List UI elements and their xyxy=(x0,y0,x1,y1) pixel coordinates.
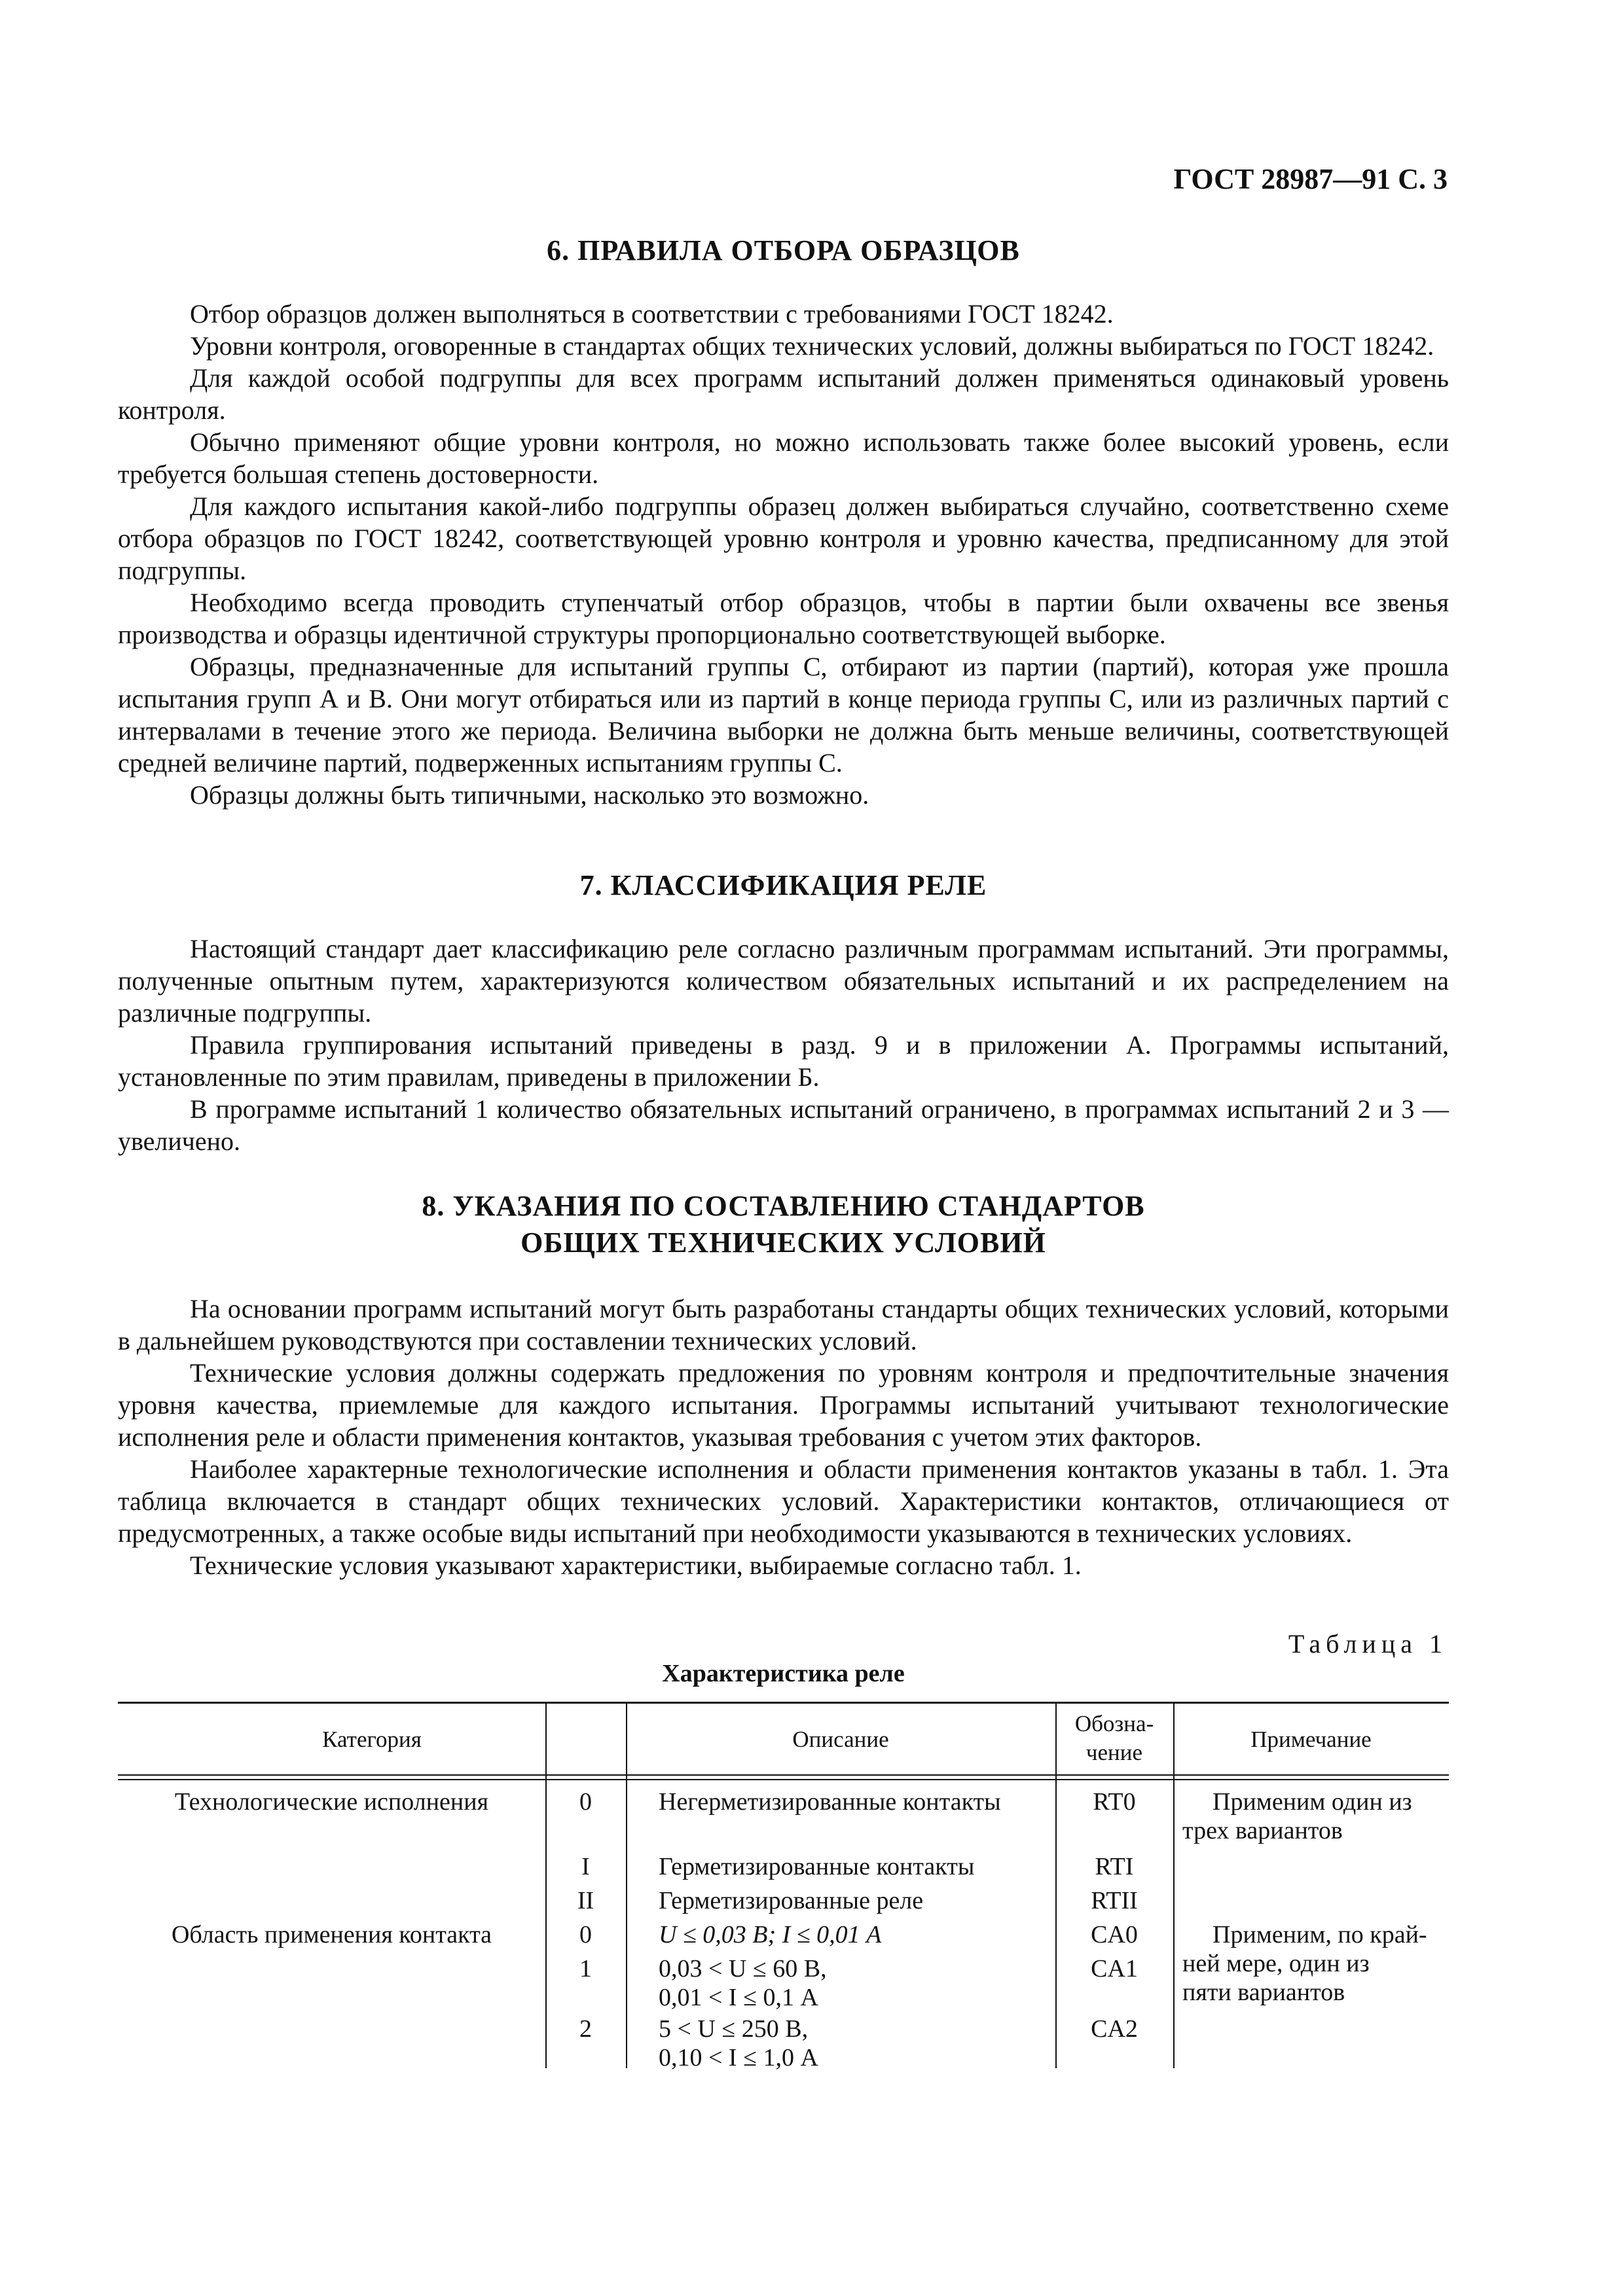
table-cell-category: Область применения контакта xyxy=(171,1921,492,1948)
section-6-title: 6. ПРАВИЛА ОТБОРА ОБРАЗЦОВ xyxy=(547,234,1020,266)
table-cell-code: II xyxy=(577,1887,594,1914)
table-cell-designation: CA2 xyxy=(1091,2015,1138,2043)
table-cell-designation: RTII xyxy=(1091,1887,1138,1914)
table-caption: Таблица 1 xyxy=(1288,1629,1448,1659)
note-line: трех вариантов xyxy=(1182,1817,1343,1844)
description-line: 0,03 < U ≤ 60 В, xyxy=(659,1955,827,1982)
note-line: ней мере, один из xyxy=(1182,1950,1370,1977)
section-8-body xyxy=(118,1293,1449,1581)
description-line: 0,01 < I ≤ 0,1 А xyxy=(659,1984,818,2011)
relay-characteristics-table xyxy=(118,1702,1449,2072)
description-line: 5 < U ≤ 250 В, xyxy=(659,2015,809,2043)
section-7-title: 7. КЛАССИФИКАЦИЯ РЕЛЕ xyxy=(579,869,987,901)
table-cell-code: I xyxy=(581,1853,590,1880)
table-top-rule xyxy=(118,1702,1449,1704)
table-cell-description: Герметизированные реле xyxy=(659,1887,924,1914)
paragraph: Необходимо всегда проводить ступенчатый отбор образцов, чтобы в партии были охвачены все звенья производства и образцы идентичной структуры пропорционально соответствующей выборке. xyxy=(118,588,1449,649)
paragraph: Уровни контроля, оговоренные в стандартах общих технических условий, должны выбираться по ГОСТ 18242. xyxy=(190,331,1434,361)
table-cell-description: Негерметизированные контакты xyxy=(659,1788,1001,1816)
table-cell-designation: CA0 xyxy=(1091,1921,1138,1948)
paragraph: В программе испытаний 1 количество обязательных испытаний ограничено, в программах испытаний 2 и 3 — увеличено. xyxy=(118,1094,1449,1156)
table-cell-code: 0 xyxy=(579,1921,592,1948)
paragraph: Образцы должны быть типичными, насколько это возможно. xyxy=(190,780,869,810)
table-header-rule xyxy=(118,1774,1449,1776)
column-header-description: Описание xyxy=(792,1727,889,1752)
table-cell-description: U ≤ 0,03 В; I ≤ 0,01 А xyxy=(659,1921,882,1948)
paragraph: Наиболее характерные технологические исполнения и области применения контактов указаны в табл. 1. Эта таблица включается в стандарт общих технических условий. Характеристики контактов, отличающиеся от предусмотренных, а также особые виды испытаний при необходимости указываются в технических условиях. xyxy=(118,1454,1449,1548)
column-divider xyxy=(545,1702,547,2068)
section-7-body xyxy=(118,933,1449,1157)
paragraph: Настоящий стандарт дает классификацию реле согласно различным программам испытаний. Эти программы, полученные опытным путем, характеризуются количеством обязательных испытаний и их распределением на различные подгруппы. xyxy=(118,934,1449,1028)
table-cell-note xyxy=(1173,1787,1449,1845)
table-cell-designation: CA1 xyxy=(1091,1955,1138,1982)
paragraph: Для каждого испытания какой-либо подгруппы образец должен выбираться случайно, соответственно схеме отбора образцов по ГОСТ 18242, соответствующей уровню контроля и уровню качества, предписанному для этой подгруппы. xyxy=(118,492,1449,585)
column-divider xyxy=(1173,1702,1175,2068)
table-cell-description xyxy=(659,2015,1055,2072)
section-8-title-line1: 8. УКАЗАНИЯ ПО СОСТАВЛЕНИЮ СТАНДАРТОВ xyxy=(422,1190,1145,1222)
table-header-rule xyxy=(118,1779,1449,1780)
paragraph: Технические условия указывают характеристики, выбираемые согласно табл. 1. xyxy=(190,1551,1082,1580)
column-header-note: Примечание xyxy=(1250,1727,1372,1752)
table-cell-category: Технологические исполнения xyxy=(174,1788,489,1816)
paragraph: Правила группирования испытаний приведены в разд. 9 и в приложении А. Программы испытаний, установленные по этим правилам, приведены в приложении Б. xyxy=(118,1030,1449,1092)
column-header-category: Категория xyxy=(322,1727,422,1752)
paragraph: Для каждой особой подгруппы для всех программ испытаний должен применяться одинаковый уровень контроля. xyxy=(118,363,1449,425)
table-title: Характеристика реле xyxy=(662,1660,905,1687)
paragraph: Отбор образцов должен выполняться в соответствии с требованиями ГОСТ 18242. xyxy=(190,299,1114,329)
section-8-title xyxy=(118,1188,1449,1261)
table-cell-code: 0 xyxy=(579,1788,592,1816)
column-divider xyxy=(626,1702,627,2068)
section-6-body xyxy=(118,298,1449,811)
page-header: ГОСТ 28987—91 С. 3 xyxy=(1173,163,1448,195)
table-cell-designation: RT0 xyxy=(1093,1788,1136,1816)
paragraph: Технические условия должны содержать предложения по уровням контроля и предпочтительные значения уровня качества, приемлемые для каждого испытания. Программы испытаний учитывают технологические исполнения реле и области применения контактов, указывая требования с учетом этих факторов. xyxy=(118,1358,1449,1452)
paragraph: Обычно применяют общие уровни контроля, но можно использовать также более высокий уровень, если требуется большая степень достоверности. xyxy=(118,427,1449,489)
note-line: Применим, по край- xyxy=(1213,1921,1427,1948)
table-cell-description: Герметизированные контакты xyxy=(659,1853,975,1880)
column-header-designation xyxy=(1055,1710,1173,1767)
column-header-designation-line1: Обозна- xyxy=(1074,1711,1154,1736)
table-cell-designation: RTI xyxy=(1095,1853,1134,1880)
table-cell-code: 2 xyxy=(579,2015,592,2043)
note-line: Применим один из xyxy=(1213,1788,1412,1816)
column-header-designation-line2: чение xyxy=(1085,1740,1143,1765)
table-cell-code: 1 xyxy=(579,1955,592,1982)
paragraph: На основании программ испытаний могут быть разработаны стандарты общих технических условий, которыми в дальнейшем руководствуются при составлении технических условий. xyxy=(118,1294,1449,1355)
note-line: пяти вариантов xyxy=(1182,1979,1345,2006)
description-line: 0,10 < I ≤ 1,0 А xyxy=(659,2044,818,2072)
paragraph: Образцы, предназначенные для испытаний группы С, отбирают из партии (партий), которая уже прошла испытания групп А и В. Они могут отбираться или из партий в конце периода группы С, или из различных партий с интервалами в течение этого же периода. Величина выборки не должна быть меньше величины, соответствующей средней величине партий, подверженных испытаниям группы С. xyxy=(118,652,1449,778)
section-8-title-line2: ОБЩИХ ТЕХНИЧЕСКИХ УСЛОВИЙ xyxy=(520,1227,1046,1259)
table-cell-note xyxy=(1173,1920,1449,2007)
table-cell-description xyxy=(659,1954,1055,2012)
